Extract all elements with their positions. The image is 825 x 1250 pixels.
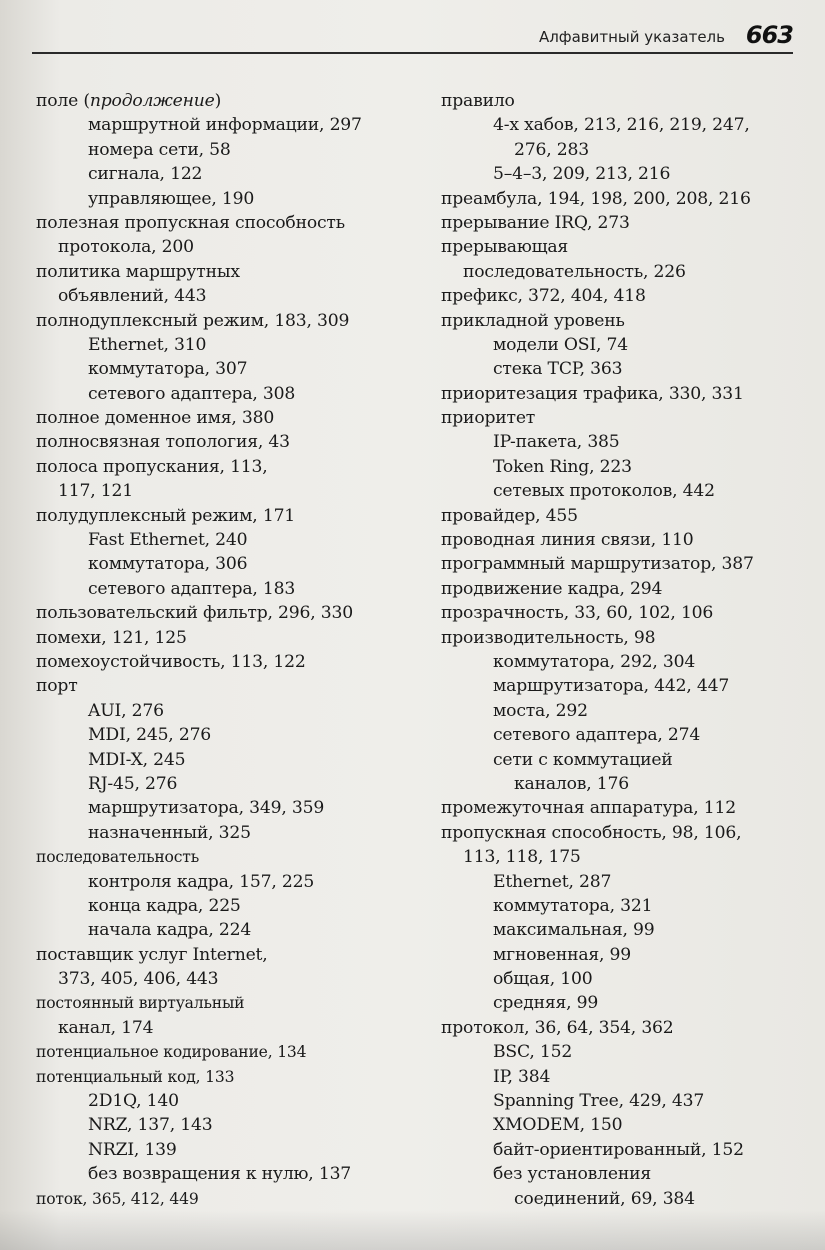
index-entry: полезная пропускная способность xyxy=(36,212,345,233)
index-entry: провайдер, 455 xyxy=(441,505,578,526)
index-subentry: MDI-X, 245 xyxy=(88,749,186,770)
index-entry: постоянный виртуальный xyxy=(36,994,245,1013)
index-entry: прикладной уровень xyxy=(441,310,625,331)
index-entry: канал, 174 xyxy=(58,1017,154,1038)
index-subentry: 4-х хабов, 213, 216, 219, 247, xyxy=(493,115,750,136)
index-subentry: контроля кадра, 157, 225 xyxy=(88,871,315,892)
index-subentry: сетевого адаптера, 183 xyxy=(88,578,296,599)
index-entry: полносвязная топология, 43 xyxy=(36,432,290,453)
index-subentry: номера сети, 58 xyxy=(88,139,231,160)
index-subentry: коммутатора, 321 xyxy=(493,895,653,916)
entry-text: ) xyxy=(214,91,222,111)
index-subentry: маршрутной информации, 297 xyxy=(88,115,362,136)
index-entry: прерывающая xyxy=(441,237,569,258)
index-subentry: начала кадра, 224 xyxy=(88,920,252,941)
index-entry: 117, 121 xyxy=(58,481,133,502)
index-subentry: без возвращения к нулю, 137 xyxy=(88,1164,352,1185)
entry-italic-text: продолжение xyxy=(89,91,215,111)
index-subentry: IP, 384 xyxy=(493,1066,551,1087)
index-entry: продвижение кадра, 294 xyxy=(441,578,663,599)
index-subentry: 5–4–3, 209, 213, 216 xyxy=(493,164,671,185)
index-subentry: маршрутизатора, 349, 359 xyxy=(88,798,325,819)
index-subentry: управляющее, 190 xyxy=(88,188,255,209)
index-entry: помехи, 121, 125 xyxy=(36,627,187,648)
index-subentry: 276, 283 xyxy=(514,139,589,160)
index-entry xyxy=(36,89,416,113)
index-subentry: сети с коммутацией xyxy=(493,749,673,770)
index-entry: потенциальное кодирование, 134 xyxy=(36,1043,307,1062)
index-entry: правило xyxy=(441,91,515,111)
index-entry: прерывание IRQ, 273 xyxy=(441,212,630,233)
index-subentry: коммутатора, 306 xyxy=(88,554,248,575)
index-entry: приоритезация трафика, 330, 331 xyxy=(441,383,744,404)
index-subentry: XMODEM, 150 xyxy=(493,1115,623,1136)
index-subentry: без установления xyxy=(493,1164,651,1185)
index-column-right xyxy=(441,89,801,1211)
index-subentry: маршрутизатора, 442, 447 xyxy=(493,676,730,697)
index-subentry: NRZI, 139 xyxy=(88,1139,177,1160)
index-subentry: Token Ring, 223 xyxy=(493,456,632,477)
index-entry: протокол, 36, 64, 354, 362 xyxy=(441,1017,674,1038)
index-subentry: каналов, 176 xyxy=(514,773,629,794)
index-entry: префикс, 372, 404, 418 xyxy=(441,286,646,307)
index-subentry: модели OSI, 74 xyxy=(493,334,628,355)
index-entry: порт xyxy=(36,676,78,697)
index-entry: полнодуплексный режим, 183, 309 xyxy=(36,310,350,331)
index-subentry: назначенный, 325 xyxy=(88,822,251,843)
index-entry: последовательность, 226 xyxy=(463,261,686,282)
index-subentry: AUI, 276 xyxy=(88,700,164,721)
index-entry: прозрачность, 33, 60, 102, 106 xyxy=(441,603,714,624)
index-subentry: средняя, 99 xyxy=(493,993,599,1014)
index-subentry: соединений, 69, 384 xyxy=(514,1188,695,1209)
index-entry: приоритет xyxy=(441,408,536,429)
header-title: Алфавитный указатель xyxy=(538,28,725,46)
index-entry: полоса пропускания, 113, xyxy=(36,456,268,477)
index-subentry: IP-пакета, 385 xyxy=(493,432,620,453)
index-subentry: Ethernet, 310 xyxy=(88,334,207,355)
index-subentry: сетевых протоколов, 442 xyxy=(493,481,715,502)
index-subentry: RJ-45, 276 xyxy=(88,773,178,794)
index-subentry: стека TCP, 363 xyxy=(493,359,623,380)
running-header xyxy=(32,20,793,54)
index-subentry: Ethernet, 287 xyxy=(493,871,612,892)
index-subentry: 2D1Q, 140 xyxy=(88,1091,179,1112)
index-entry: полное доменное имя, 380 xyxy=(36,408,275,429)
entry-text: поле ( xyxy=(36,91,90,111)
index-subentry: NRZ, 137, 143 xyxy=(88,1115,213,1136)
index-subentry: мгновенная, 99 xyxy=(493,944,632,965)
index-subentry: BSC, 152 xyxy=(493,1042,573,1063)
index-entry: последовательность xyxy=(36,848,199,867)
index-subentry: байт-ориентированный, 152 xyxy=(493,1139,744,1160)
index-entry: поток, 365, 412, 449 xyxy=(36,1189,199,1208)
index-entry: 373, 405, 406, 443 xyxy=(58,969,219,990)
index-subentry: Fast Ethernet, 240 xyxy=(88,530,248,551)
index-entry: потенциальный код, 133 xyxy=(36,1067,235,1086)
index-subentry: MDI, 245, 276 xyxy=(88,725,212,746)
index-entry: протокола, 200 xyxy=(58,237,194,258)
index-subentry: моста, 292 xyxy=(493,700,588,721)
index-entry: пользовательский фильтр, 296, 330 xyxy=(36,603,353,624)
index-entry: преамбула, 194, 198, 200, 208, 216 xyxy=(441,188,751,209)
index-entry: помехоустойчивость, 113, 122 xyxy=(36,651,306,672)
index-column-left xyxy=(36,89,416,1211)
index-entry: производительность, 98 xyxy=(441,627,656,648)
index-subentry: максимальная, 99 xyxy=(493,920,655,941)
index-entry: промежуточная аппаратура, 112 xyxy=(441,798,736,819)
index-entry: программный маршрутизатор, 387 xyxy=(441,554,754,575)
index-entry: полудуплексный режим, 171 xyxy=(36,505,296,526)
index-entry: политика маршрутных xyxy=(36,261,240,282)
index-subentry: Spanning Tree, 429, 437 xyxy=(493,1091,705,1112)
page-shadow xyxy=(0,1210,825,1250)
index-entry: 113, 118, 175 xyxy=(463,847,581,868)
index-subentry: сетевого адаптера, 274 xyxy=(493,725,701,746)
index-entry: поставщик услуг Internet, xyxy=(36,944,268,965)
index-subentry: коммутатора, 292, 304 xyxy=(493,651,696,672)
page-number: 663 xyxy=(745,21,793,49)
index-subentry: коммутатора, 307 xyxy=(88,359,248,380)
index-subentry: конца кадра, 225 xyxy=(88,895,241,916)
index-entry: проводная линия связи, 110 xyxy=(441,530,694,551)
index-entry: пропускная способность, 98, 106, xyxy=(441,822,742,843)
index-subentry: общая, 100 xyxy=(493,969,593,990)
index-subentry: сетевого адаптера, 308 xyxy=(88,383,296,404)
index-subentry: сигнала, 122 xyxy=(88,164,203,185)
index-entry: объявлений, 443 xyxy=(58,286,207,307)
